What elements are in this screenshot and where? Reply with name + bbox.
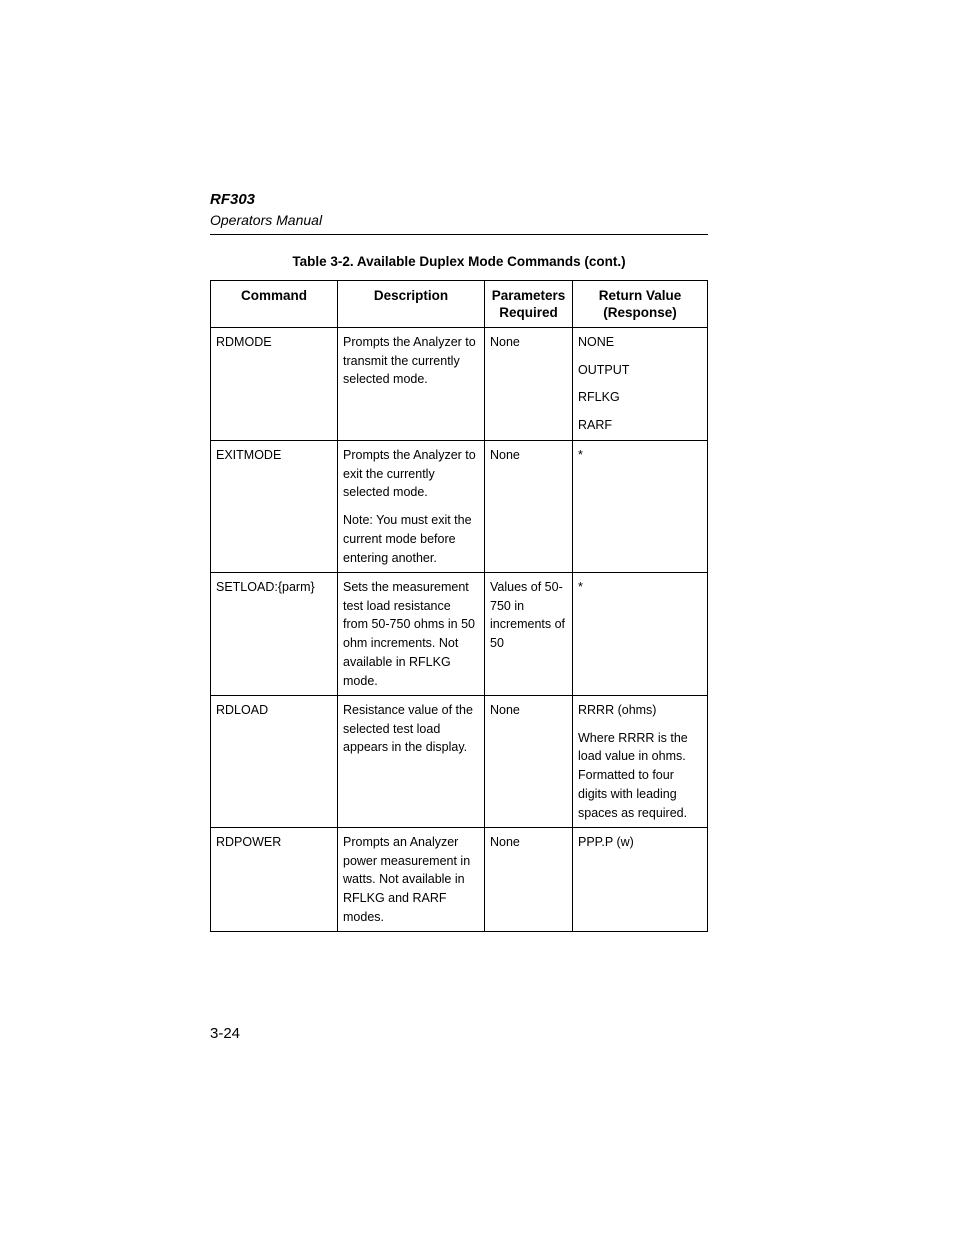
table-header-row [211,281,708,328]
description-text: Sets the measurement test load resistance from 50-750 ohms in 50 ohm increments. Not available in RFLKG mode. [343,580,476,688]
column-header-parameters: Parameters Required [485,281,573,328]
table-caption: Table 3-2. Available Duplex Mode Commands (cont.) [292,254,626,269]
table-row [211,828,708,932]
return-value-text: OUTPUT [578,362,630,377]
document-subtitle: Operators Manual [210,212,323,228]
document-title: RF303 [210,191,256,208]
return-value-note: Where RRRR is the load value in ohms. Formatted to four digits with leading spaces as required. [578,730,688,820]
column-header-return-value: Return Value (Response) [573,281,708,328]
description-text: Resistance value of the selected test load appears in the display. [343,703,473,755]
parameters-cell: None [485,828,573,932]
description-text: Prompts the Analyzer to exit the currently selected mode. [343,448,476,500]
parameters-cell: None [485,696,573,828]
return-value-text: RARF [578,418,613,433]
return-value-text: PPP.P (w) [578,835,634,849]
description-cell [338,441,485,573]
return-value-cell [573,696,708,828]
description-cell [338,328,485,441]
description-text: Prompts an Analyzer power measurement in watts. Not available in RFLKG and RARF modes. [343,835,471,924]
column-header-description: Description [338,281,485,328]
return-value-cell [573,828,708,932]
page-number: 3-24 [210,1025,241,1042]
parameters-cell: None [485,328,573,441]
parameters-cell: Values of 50-750 in increments of 50 [485,573,573,696]
duplex-commands-table [210,280,708,932]
command-cell: RDPOWER [211,828,338,932]
description-note: Note: You must exit the current mode before entering another. [343,513,472,565]
return-value-cell [573,328,708,441]
description-text: Prompts the Analyzer to transmit the currently selected mode. [343,335,476,387]
return-value-cell [573,573,708,696]
return-value-text: RRRR (ohms) [578,703,657,717]
page-header [210,189,708,235]
command-cell: EXITMODE [211,441,338,573]
parameters-cell: None [485,441,573,573]
description-cell [338,696,485,828]
table-row [211,696,708,828]
return-value-text: RFLKG [578,390,620,405]
description-cell [338,828,485,932]
description-cell [338,573,485,696]
column-header-command: Command [211,281,338,328]
return-value-text: * [578,580,583,594]
command-cell: RDMODE [211,328,338,441]
table-row [211,441,708,573]
return-value-text: NONE [578,335,615,349]
command-cell: SETLOAD:{parm} [211,573,338,696]
command-cell: RDLOAD [211,696,338,828]
table-row [211,328,708,441]
return-value-text: * [578,448,583,462]
return-value-cell [573,441,708,573]
table-row [211,573,708,696]
